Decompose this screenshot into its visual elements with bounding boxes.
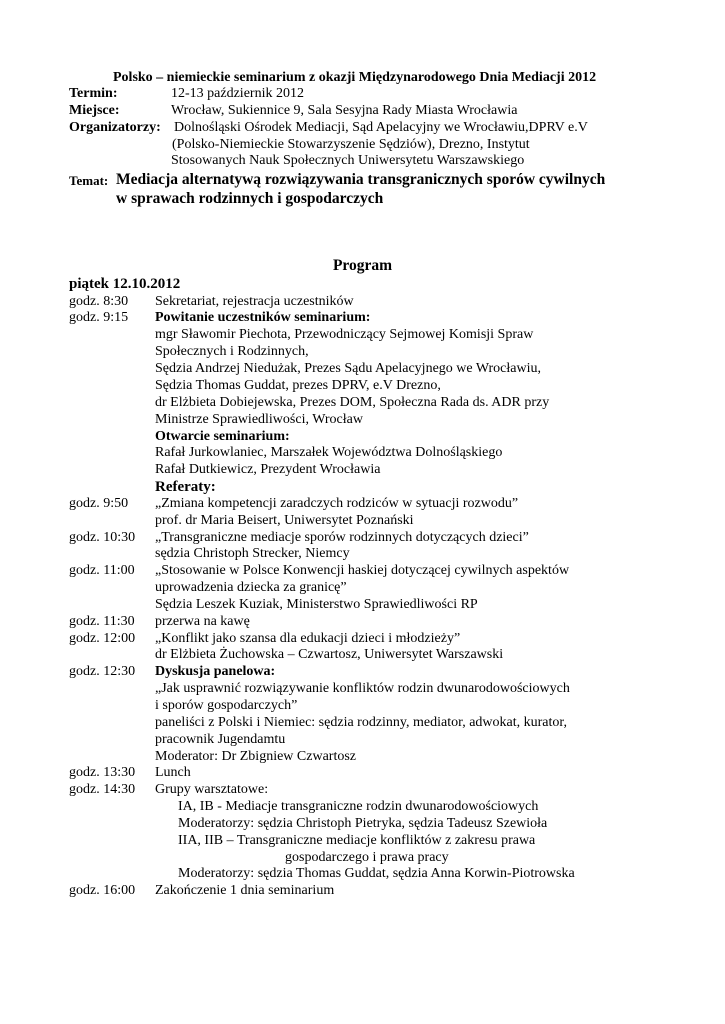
- schedule-text: przerwa na kawę: [155, 614, 250, 629]
- schedule-text: „Konflikt jako szansa dla edukacji dzieci i młodzieży”: [155, 631, 461, 646]
- schedule-text: prof. dr Maria Beisert, Uniwersytet Poznański: [155, 513, 414, 528]
- schedule-text: Lunch: [155, 765, 191, 780]
- workshop-line: gospodarczego i prawa pracy: [285, 850, 449, 865]
- seminar-title: Polsko – niemieckie seminarium z okazji Międzynarodowego Dnia Mediacji 2012: [113, 70, 597, 85]
- schedule-time: godz. 16:00: [69, 883, 136, 898]
- schedule-text: Zakończenie 1 dnia seminarium: [155, 883, 335, 898]
- schedule-text: Ministrze Sprawiedliwości, Wrocław: [155, 412, 363, 427]
- schedule-text: Sędzia Leszek Kuziak, Ministerstwo Sprawiedliwości RP: [155, 597, 478, 612]
- schedule-text: Rafał Dutkiewicz, Prezydent Wrocławia: [155, 462, 381, 477]
- schedule-text: Sędzia Thomas Guddat, prezes DPRV, e.V Drezno,: [155, 378, 441, 393]
- schedule-time: godz. 9:15: [69, 310, 129, 325]
- schedule-time: godz. 10:30: [69, 530, 136, 545]
- schedule-time: godz. 12:30: [69, 664, 136, 679]
- schedule-text: i sporów gospodarczych”: [155, 698, 298, 713]
- schedule-text: Grupy warsztatowe:: [155, 782, 269, 797]
- schedule-text: mgr Sławomir Piechota, Przewodniczący Sejmowej Komisji Spraw: [155, 327, 534, 342]
- miejsce-label: Miejsce:: [69, 103, 120, 118]
- workshop-line: IA, IB - Mediacje transgraniczne rodzin dwunarodowościowych: [178, 799, 539, 814]
- schedule-time: godz. 9:50: [69, 496, 129, 511]
- schedule-text: „Stosowanie w Polsce Konwencji haskiej dotyczącej cywilnych aspektów: [155, 563, 570, 578]
- termin-value: 12-13 październik 2012: [171, 86, 304, 101]
- termin-label: Termin:: [69, 86, 118, 101]
- temat-line: w sprawach rodzinnych i gospodarczych: [116, 190, 384, 207]
- section-heading: Powitanie uczestników seminarium:: [155, 310, 371, 325]
- organizatorzy-label: Organizatorzy:: [69, 120, 161, 135]
- schedule-time: godz. 13:30: [69, 765, 136, 780]
- schedule-text: paneliści z Polski i Niemiec: sędzia rodzinny, mediator, adwokat, kurator,: [155, 715, 568, 730]
- workshop-line: Moderatorzy: sędzia Christoph Pietryka, sędzia Tadeusz Szewioła: [178, 816, 548, 831]
- schedule-time: godz. 12:00: [69, 631, 136, 646]
- schedule-text: „Transgraniczne mediacje sporów rodzinnych dotyczących dzieci”: [155, 530, 529, 545]
- organizatorzy-line: Stosowanych Nauk Społecznych Uniwersytetu Warszawskiego: [171, 153, 525, 168]
- workshop-line: Moderatorzy: sędzia Thomas Guddat, sędzia Anna Korwin-Piotrowska: [178, 866, 575, 881]
- schedule-text: dr Elżbieta Żuchowska – Czwartosz, Uniwersytet Warszawski: [155, 647, 504, 662]
- schedule-time: godz. 14:30: [69, 782, 136, 797]
- temat-label: Temat:: [69, 173, 109, 188]
- schedule-text: Rafał Jurkowlaniec, Marszałek Województwa Dolnośląskiego: [155, 445, 503, 460]
- schedule-text: sędzia Christoph Strecker, Niemcy: [155, 546, 350, 561]
- schedule-time: godz. 11:00: [69, 563, 135, 578]
- schedule-text: Społecznych i Rodzinnych,: [155, 344, 309, 359]
- miejsce-value: Wrocław, Sukiennice 9, Sala Sesyjna Rady Miasta Wrocławia: [171, 103, 518, 118]
- section-heading: Dyskusja panelowa:: [155, 664, 276, 679]
- temat-line: Mediacja alternatywą rozwiązywania transgranicznych sporów cywilnych: [116, 171, 606, 188]
- schedule-time: godz. 11:30: [69, 614, 135, 629]
- schedule-text: Moderator: Dr Zbigniew Czwartosz: [155, 749, 356, 764]
- schedule-text: „Jak usprawnić rozwiązywanie konfliktów rodzin dwunarodowościowych: [155, 681, 570, 696]
- schedule-text: pracownik Jugendamtu: [155, 732, 286, 747]
- schedule-text: uprowadzenia dziecka za granicę”: [155, 580, 347, 595]
- schedule-text: „Zmiana kompetencji zaradczych rodziców w sytuacji rozwodu”: [155, 496, 519, 511]
- program-heading: Program: [332, 257, 393, 274]
- schedule-text: Sędzia Andrzej Niedużak, Prezes Sądu Apelacyjnego we Wrocławiu,: [155, 361, 541, 376]
- schedule-text: dr Elżbieta Dobiejewska, Prezes DOM, Społeczna Rada ds. ADR przy: [155, 395, 550, 410]
- organizatorzy-line: Dolnośląski Ośrodek Mediacji, Sąd Apelacyjny we Wrocławiu,DPRV e.V: [174, 120, 588, 135]
- schedule-text: Sekretariat, rejestracja uczestników: [155, 294, 354, 309]
- section-heading: Otwarcie seminarium:: [155, 429, 290, 444]
- organizatorzy-line: (Polsko-Niemieckie Stowarzyszenie Sędziów), Drezno, Instytut: [172, 137, 530, 152]
- day-heading: piątek 12.10.2012: [69, 276, 181, 292]
- section-heading: Referaty:: [155, 479, 216, 495]
- schedule-time: godz. 8:30: [69, 294, 129, 309]
- workshop-line: IIA, IIB – Transgraniczne mediacje konfliktów z zakresu prawa: [178, 833, 536, 848]
